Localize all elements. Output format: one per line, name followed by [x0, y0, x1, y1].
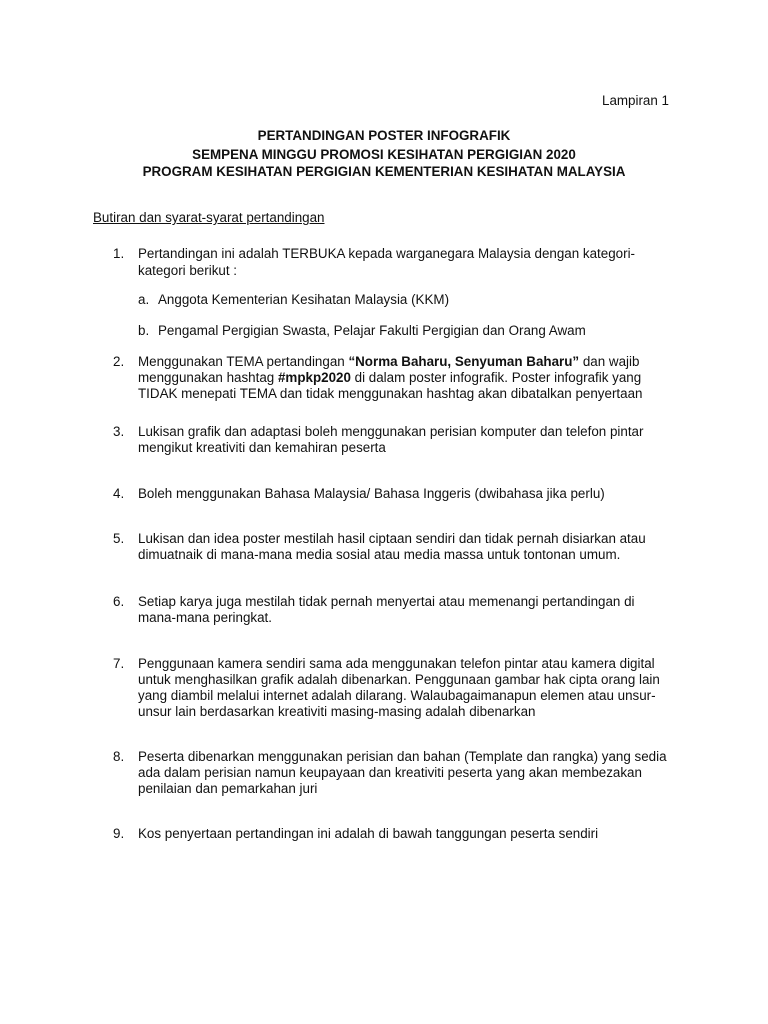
item-2-line-2-tail: di dalam poster infografik. Poster infografik yang	[350, 370, 642, 385]
hashtag: #mpkp2020	[277, 370, 351, 385]
item-number-9: 9.	[113, 826, 125, 841]
item-6-line-1: Setiap karya juga mestilah tidak pernah menyertai atau memenangi pertandingan di	[138, 594, 635, 609]
annex-label: Lampiran 1	[602, 93, 669, 108]
item-2-line-2-text: menggunakan hashtag	[138, 370, 278, 385]
item-8-line-1: Peserta dibenarkan menggunakan perisian dan bahan (Template dan rangka) yang sedia	[138, 749, 667, 764]
item-number-8: 8.	[113, 749, 125, 764]
title-line-3: PROGRAM KESIHATAN PERGIGIAN KEMENTERIAN KESIHATAN MALAYSIA	[142, 164, 626, 179]
item-number-6: 6.	[113, 594, 125, 609]
item-number-4: 4.	[113, 486, 125, 501]
item-number-2: 2.	[113, 354, 125, 369]
item-7-line-2: untuk menghasilkan grafik adalah dibenarkan. Penggunaan gambar hak cipta orang lain	[138, 672, 660, 687]
title-line-2: SEMPENA MINGGU PROMOSI KESIHATAN PERGIGIAN 2020	[192, 147, 576, 162]
item-number-7: 7.	[113, 656, 125, 671]
category-letter-a: a.	[138, 292, 150, 307]
item-number-1: 1.	[113, 246, 125, 261]
item-5-line-1: Lukisan dan idea poster mestilah hasil ciptaan sendiri dan tidak pernah disiarkan atau	[138, 531, 646, 546]
item-9-line-1: Kos penyertaan pertandingan ini adalah di bawah tanggungan peserta sendiri	[138, 826, 599, 841]
theme-name: “Norma Baharu, Senyuman Baharu”	[348, 354, 580, 369]
item-4-line-1: Boleh menggunakan Bahasa Malaysia/ Bahasa Inggeris (dwibahasa jika perlu)	[138, 486, 605, 501]
item-8-line-2: ada dalam perisian namun keupayaan dan kreativiti peserta yang akan membezakan	[138, 765, 642, 780]
item-1-line-2: kategori berikut :	[138, 263, 237, 278]
category-b-text: Pengamal Pergigian Swasta, Pelajar Fakulti Pergigian dan Orang Awam	[158, 323, 586, 338]
item-3-line-1: Lukisan grafik dan adaptasi boleh menggunakan perisian komputer dan telefon pintar	[138, 424, 644, 439]
item-number-3: 3.	[113, 424, 125, 439]
section-heading: Butiran dan syarat-syarat pertandingan	[93, 210, 325, 225]
item-2-line-1-text: Menggunakan TEMA pertandingan	[138, 354, 349, 369]
item-6-line-2: mana-mana peringkat.	[138, 610, 272, 625]
item-number-5: 5.	[113, 531, 125, 546]
item-8-line-3: penilaian dan pemarkahan juri	[138, 781, 318, 796]
item-2-line-1-tail: dan wajib	[579, 354, 640, 369]
item-7-line-1: Penggunaan kamera sendiri sama ada menggunakan telefon pintar atau kamera digital	[138, 656, 655, 671]
item-2-line-3: TIDAK menepati TEMA dan tidak menggunakan hashtag akan dibatalkan penyertaan	[138, 386, 643, 401]
item-5-line-2: dimuatnaik di mana-mana media sosial atau media massa untuk tontonan umum.	[138, 547, 621, 562]
title-line-1: PERTANDINGAN POSTER INFOGRAFIK	[257, 128, 511, 143]
item-1-line-1: Pertandingan ini adalah TERBUKA kepada warganegara Malaysia dengan kategori-	[138, 246, 636, 261]
item-2-line-1	[138, 354, 639, 370]
item-2-line-2	[138, 370, 641, 386]
category-letter-b: b.	[138, 323, 150, 338]
category-a-text: Anggota Kementerian Kesihatan Malaysia (KKM)	[158, 292, 450, 307]
item-7-line-3: yang diambil melalui internet adalah dilarang. Walaubagaimanapun elemen atau unsur-	[138, 688, 656, 703]
item-3-line-2: mengikut kreativiti dan kemahiran peserta	[138, 440, 386, 455]
item-7-line-4: unsur lain berdasarkan kreativiti masing-masing adalah dibenarkan	[138, 704, 536, 719]
